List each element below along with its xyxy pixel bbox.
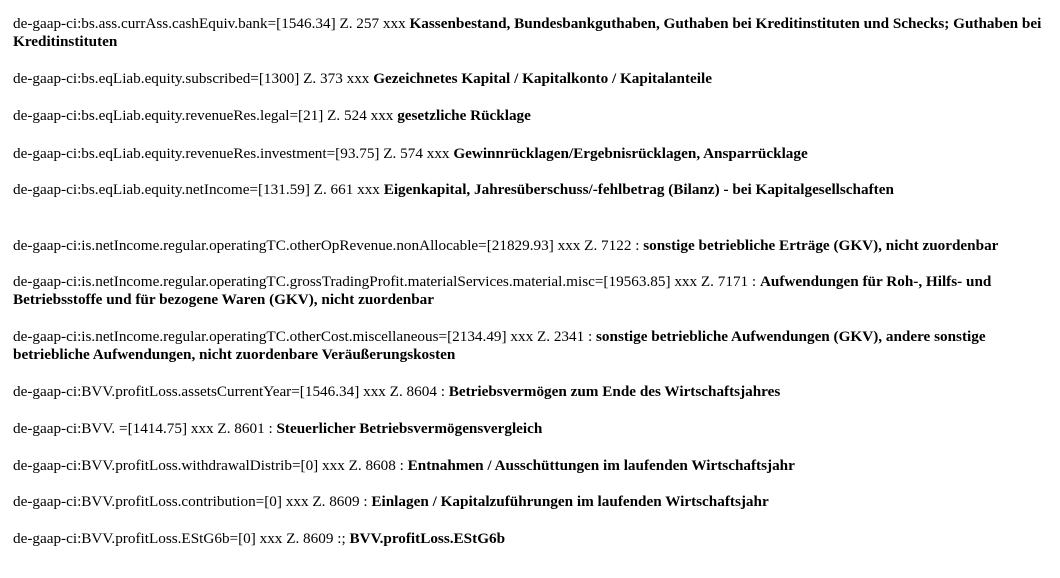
entry-line-ref: Z. 373 xxx (299, 70, 374, 87)
entry-line-ref: Z. 257 xxx (335, 15, 410, 32)
entry-code: de-gaap-ci:bs.eqLiab.equity.subscribed=[1300] (13, 70, 300, 87)
entry-line-ref: xxx Z. 8608 : (318, 457, 408, 474)
entry-line-ref: xxx Z. 7171 : (670, 273, 760, 290)
entry-line-ref: xxx Z. 2341 : (506, 328, 597, 345)
entry-line-ref: xxx Z. 8609 : (281, 493, 372, 510)
entry-description: Aufwendungen für Roh-, Hilfs- und Betriebsstoffe und für bezogene Waren (GKV), nicht zuordenbar (13, 273, 992, 308)
entry-material-costs (13, 273, 1053, 309)
entry-legal-reserve (13, 107, 1053, 125)
entry-code: de-gaap-ci:bs.ass.currAss.cashEquiv.bank=[1546.34] (13, 15, 336, 32)
entry-description: Steuerlicher Betriebsvermögensvergleich (276, 420, 543, 437)
entry-code: de-gaap-ci:is.netIncome.regular.operatingTC.otherOpRevenue.nonAllocable=[21829.93] (13, 237, 554, 254)
entry-bvv (13, 420, 1053, 438)
entry-line-ref: xxx Z. 8604 : (359, 383, 449, 400)
entry-description: Gezeichnetes Kapital / Kapitalkonto / Kapitalanteile (373, 70, 712, 87)
entry-other-op-revenue (13, 237, 1053, 255)
entry-code: de-gaap-ci:BVV.profitLoss.contribution=[0] (13, 493, 282, 510)
entry-line-ref: xxx Z. 7122 : (553, 237, 644, 254)
entry-assets-current-year (13, 383, 1053, 401)
entry-withdrawal-distrib (13, 457, 1053, 475)
entry-code: de-gaap-ci:bs.eqLiab.equity.revenueRes.investment=[93.75] (13, 145, 380, 162)
entry-code: de-gaap-ci:BVV.profitLoss.withdrawalDistrib=[0] (13, 457, 319, 474)
entry-line-ref: xxx Z. 8609 :; (255, 530, 350, 547)
entry-net-income (13, 181, 1053, 199)
entry-description: Einlagen / Kapitalzuführungen im laufenden Wirtschaftsjahr (371, 493, 769, 510)
entry-description: BVV.profitLoss.EStG6b (349, 530, 506, 547)
entry-estg6b (13, 530, 1053, 548)
entry-code: de-gaap-ci:BVV.profitLoss.EStG6b=[0] (13, 530, 256, 547)
entry-description: Eigenkapital, Jahresüberschuss/-fehlbetrag (Bilanz) - bei Kapitalgesellschaften (383, 181, 894, 198)
entry-line-ref: xxx Z. 8601 : (187, 420, 277, 437)
entry-code: de-gaap-ci:bs.eqLiab.equity.netIncome=[131.59] (13, 181, 310, 198)
entry-code: de-gaap-ci:is.netIncome.regular.operatingTC.grossTradingProfit.materialServices.material.misc=[19563.85] (13, 273, 671, 290)
entry-description: sonstige betriebliche Aufwendungen (GKV), andere sonstige betriebliche Aufwendungen, nicht zuordenbare Veräußerungskosten (13, 328, 986, 363)
entry-code: de-gaap-ci:bs.eqLiab.equity.revenueRes.legal=[21] (13, 107, 324, 124)
entry-description: gesetzliche Rücklage (397, 107, 531, 124)
entry-description: Kassenbestand, Bundesbankguthaben, Guthaben bei Kreditinstituten und Schecks; Guthaben bei Kreditinstituten (13, 15, 1042, 50)
entry-cash-equivalents (13, 15, 1053, 51)
entry-other-costs (13, 328, 1053, 364)
entry-contribution (13, 493, 1053, 511)
entry-code: de-gaap-ci:BVV. =[1414.75] (13, 420, 188, 437)
entry-subscribed-capital (13, 70, 1053, 88)
entry-description: Betriebsvermögen zum Ende des Wirtschaftsjahres (448, 383, 781, 400)
entry-description: Entnahmen / Ausschüttungen im laufenden Wirtschaftsjahr (407, 457, 795, 474)
entry-line-ref: Z. 524 xxx (323, 107, 398, 124)
entry-description: Gewinnrücklagen/Ergebnisrücklagen, Ansparrücklage (453, 145, 808, 162)
entry-description: sonstige betriebliche Erträge (GKV), nicht zuordenbar (643, 237, 999, 254)
entry-code: de-gaap-ci:BVV.profitLoss.assetsCurrentYear=[1546.34] (13, 383, 360, 400)
entry-line-ref: Z. 574 xxx (379, 145, 454, 162)
entry-investment-reserve (13, 145, 1053, 163)
entry-line-ref: Z. 661 xxx (309, 181, 384, 198)
entry-code: de-gaap-ci:is.netIncome.regular.operatingTC.otherCost.miscellaneous=[2134.49] (13, 328, 507, 345)
